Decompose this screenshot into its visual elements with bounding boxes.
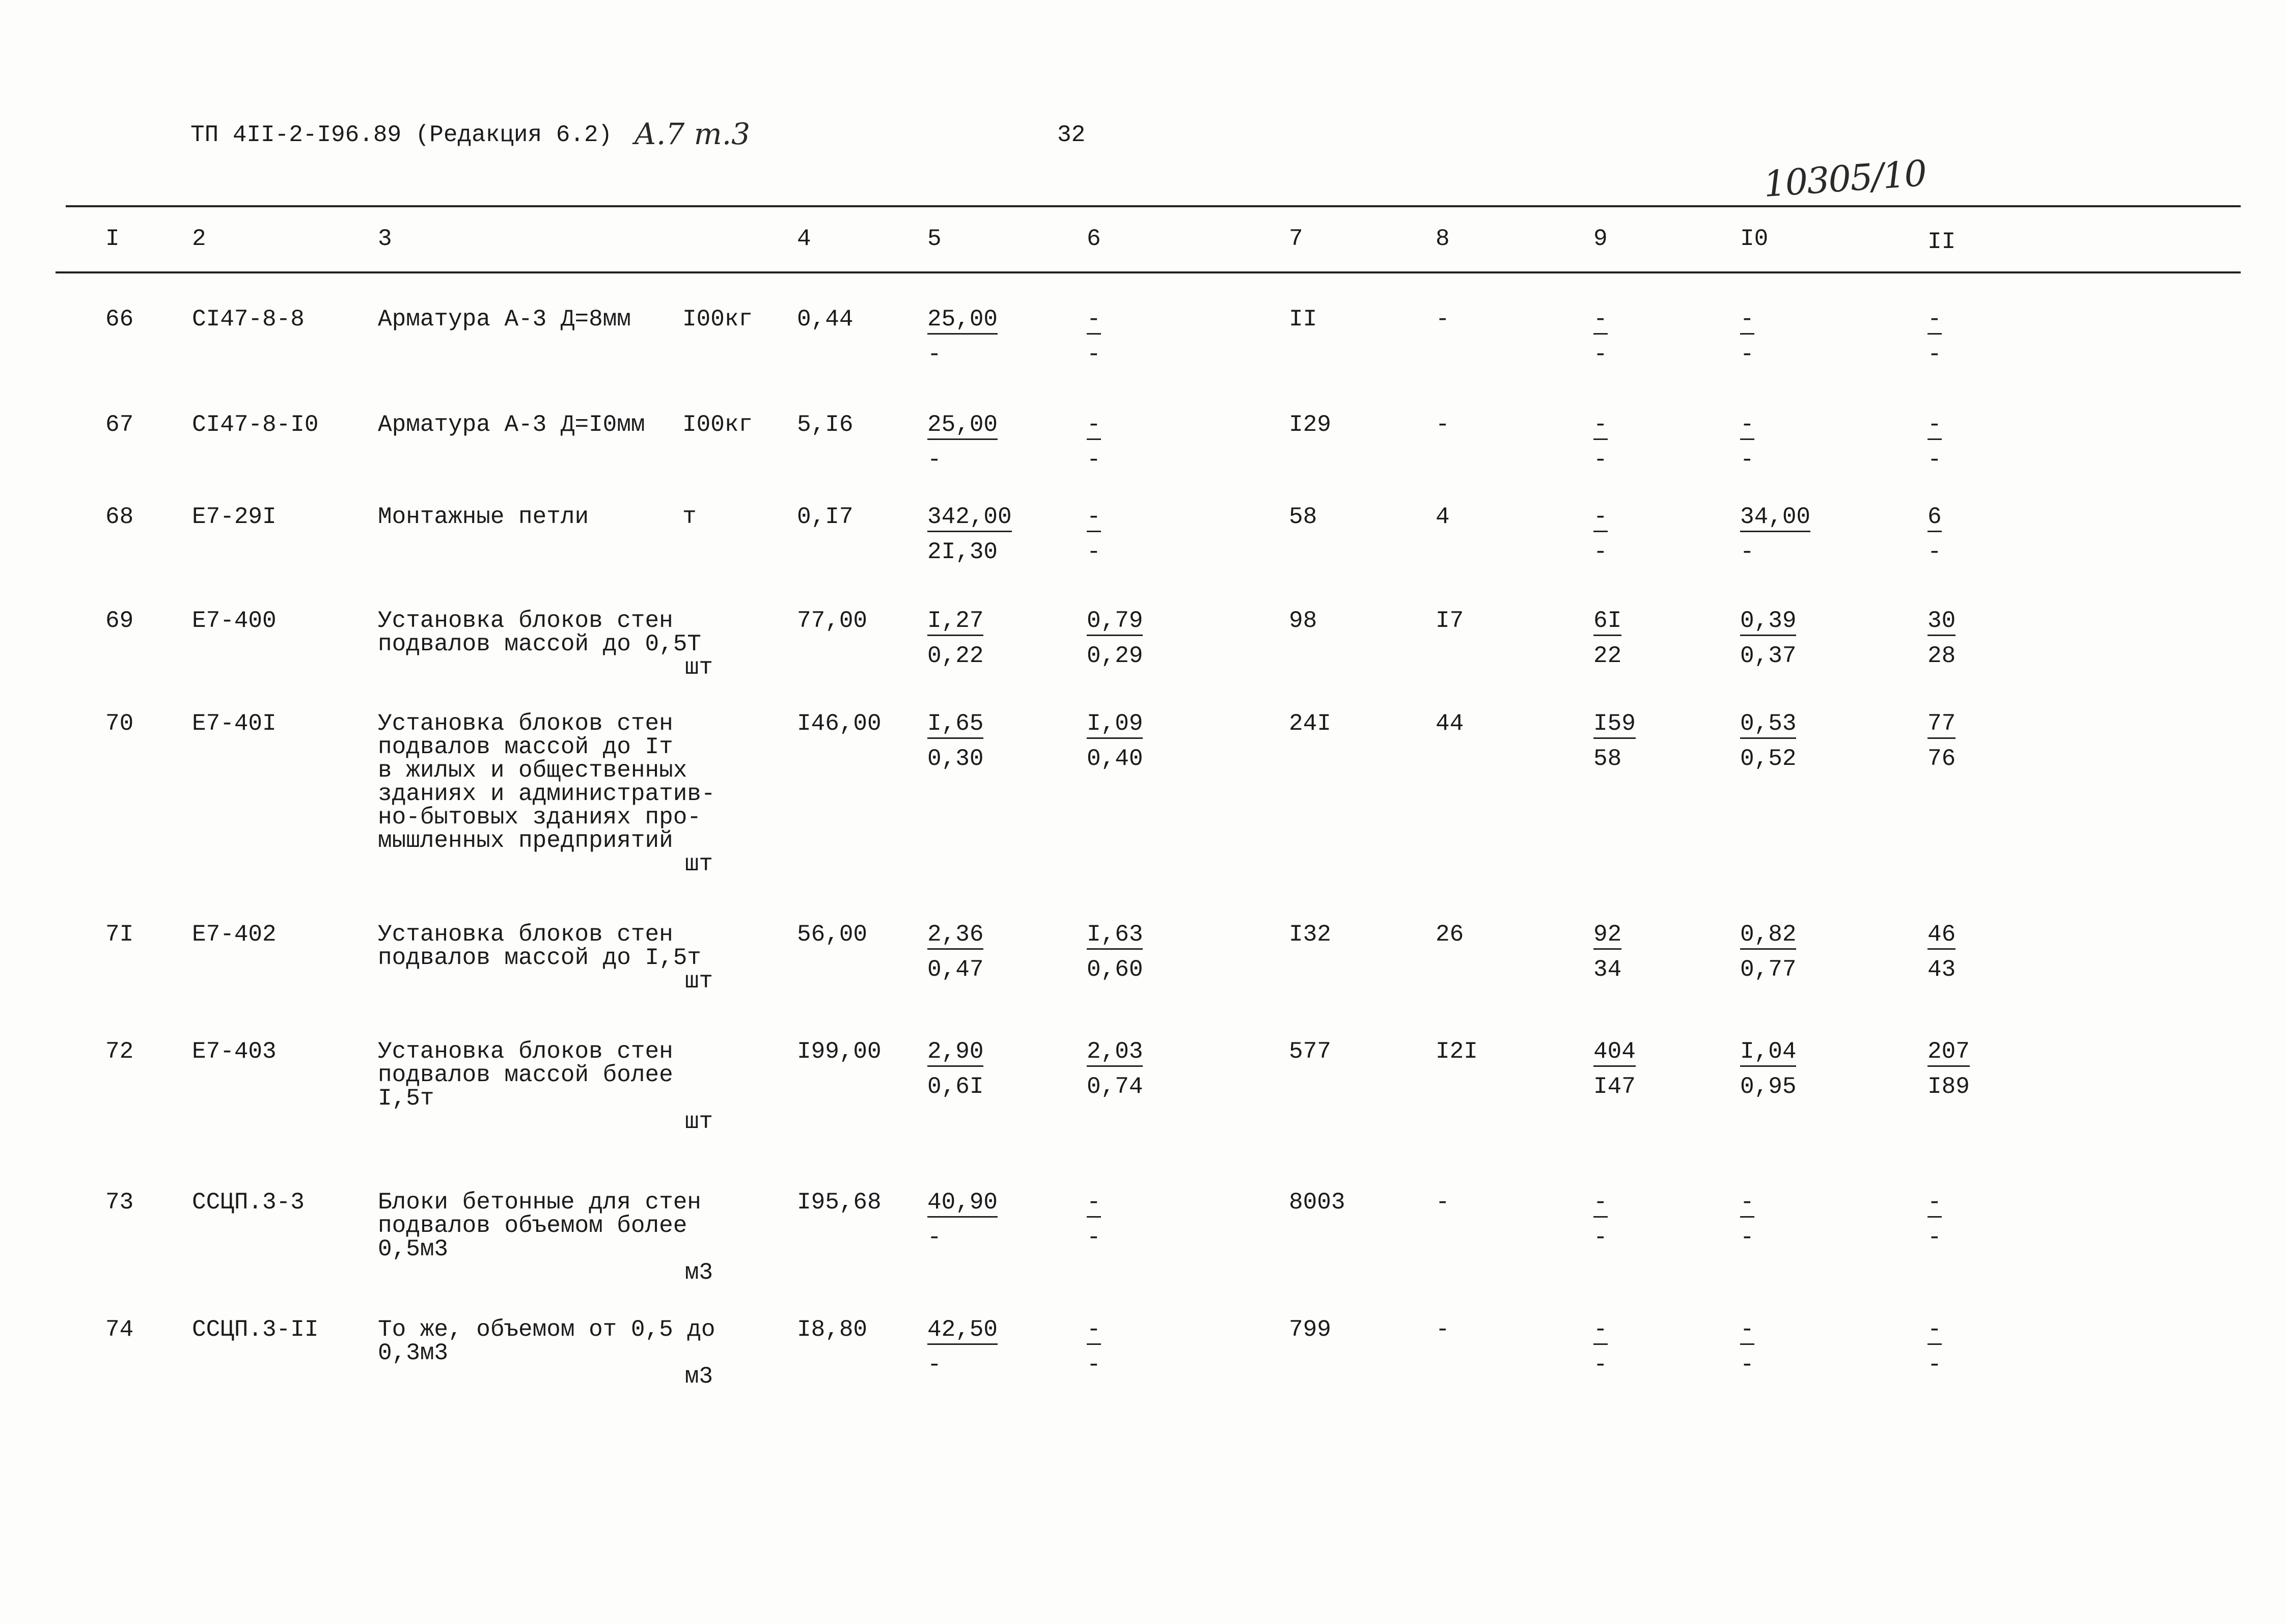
cell-col5-fraction xyxy=(927,505,1012,564)
cell-col11-fraction xyxy=(1928,712,1956,770)
fraction-top: 404 xyxy=(1593,1040,1636,1067)
item-description xyxy=(378,1318,715,1365)
description-line: Блоки бетонные для стен xyxy=(378,1189,701,1216)
rate-code: ССЦП.3-II xyxy=(192,1316,319,1343)
cell-col9-fraction xyxy=(1593,923,1621,981)
table-row xyxy=(0,413,2285,472)
description-line: в жилых и общественных xyxy=(378,757,687,784)
cell-col7: 799 xyxy=(1289,1316,1331,1343)
column-header: 2 xyxy=(192,226,206,252)
fraction-top: - xyxy=(1593,1318,1608,1345)
quantity: 0,I7 xyxy=(797,504,854,530)
cell-col5-fraction xyxy=(927,609,983,668)
description-line: Установка блоков стен xyxy=(378,608,673,634)
fraction-bottom: 0,77 xyxy=(1740,956,1797,983)
fraction-bottom: - xyxy=(1593,447,1608,473)
fraction-top: 92 xyxy=(1593,923,1621,950)
cell-col10-fraction xyxy=(1740,609,1796,668)
fraction-bottom: - xyxy=(927,1352,942,1378)
cell-col8: I2I xyxy=(1436,1038,1478,1065)
cell-col7: II xyxy=(1289,306,1317,333)
fraction-top: - xyxy=(1928,413,1942,440)
fraction-bottom: I47 xyxy=(1593,1074,1636,1100)
cell-col6-fraction xyxy=(1087,1191,1101,1249)
fraction-bottom: 0,52 xyxy=(1740,746,1797,772)
description-line: Установка блоков стен xyxy=(378,921,673,948)
fraction-bottom: 0,22 xyxy=(927,643,984,669)
fraction-top: 0,79 xyxy=(1087,609,1143,636)
row-number: 70 xyxy=(105,710,134,737)
table-row xyxy=(0,308,2285,366)
fraction-bottom: - xyxy=(1087,447,1101,473)
cell-col5-fraction xyxy=(927,1040,983,1098)
row-number: 67 xyxy=(105,411,134,438)
fraction-top: - xyxy=(1087,413,1101,440)
cell-col6-fraction xyxy=(1087,413,1101,472)
fraction-top: I,27 xyxy=(927,609,983,636)
row-number: 74 xyxy=(105,1316,134,1343)
fraction-bottom: 0,60 xyxy=(1087,956,1143,983)
fraction-top: 0,39 xyxy=(1740,609,1796,636)
rate-code: СI47-8-8 xyxy=(192,306,305,333)
cell-col9-fraction xyxy=(1593,413,1608,472)
table-row xyxy=(0,505,2285,564)
column-header: 9 xyxy=(1593,226,1608,252)
fraction-bottom: 0,6I xyxy=(927,1074,984,1100)
fraction-bottom: - xyxy=(1740,447,1754,473)
cell-col6-fraction xyxy=(1087,1040,1143,1098)
column-header: I xyxy=(105,226,120,252)
unit-of-measure: I00кг xyxy=(682,306,753,333)
rate-code: ССЦП.3-3 xyxy=(192,1189,305,1216)
row-number: 68 xyxy=(105,504,134,530)
description-line: Монтажные петли xyxy=(378,504,589,530)
description-line: 0,3м3 xyxy=(378,1340,449,1366)
fraction-bottom: 0,47 xyxy=(927,956,984,983)
unit-of-measure: м3 xyxy=(684,1363,713,1390)
quantity: I95,68 xyxy=(797,1189,882,1216)
fraction-bottom: - xyxy=(1593,1224,1608,1251)
cell-col5-fraction xyxy=(927,1318,998,1377)
cell-col11-fraction xyxy=(1928,413,1942,472)
cell-col8: - xyxy=(1436,1189,1450,1216)
fraction-bottom: - xyxy=(1593,341,1608,368)
cell-col9-fraction xyxy=(1593,308,1608,366)
cell-col7: 98 xyxy=(1289,608,1317,634)
fraction-bottom: - xyxy=(1928,1352,1942,1378)
cell-col7: 58 xyxy=(1289,504,1317,530)
cell-col9-fraction xyxy=(1593,1318,1608,1377)
description-line: но-бытовых зданиях про- xyxy=(378,804,701,831)
cell-col10-fraction xyxy=(1740,308,1754,366)
cell-col10-fraction xyxy=(1740,712,1796,770)
cell-col8: 4 xyxy=(1436,504,1450,530)
fraction-bottom: I89 xyxy=(1928,1074,1970,1100)
rate-code: Е7-400 xyxy=(192,608,277,634)
item-description xyxy=(378,413,645,436)
row-number: 66 xyxy=(105,306,134,333)
fraction-top: - xyxy=(1087,1191,1101,1218)
fraction-bottom: 76 xyxy=(1928,746,1956,772)
cell-col10-fraction xyxy=(1740,1191,1754,1249)
cell-col9-fraction xyxy=(1593,505,1608,564)
fraction-top: 0,82 xyxy=(1740,923,1796,950)
cell-col8: 44 xyxy=(1436,710,1464,737)
unit-of-measure: шт xyxy=(684,851,713,877)
description-line: подвалов массой до I,5т xyxy=(378,945,701,971)
fraction-top: 207 xyxy=(1928,1040,1970,1067)
fraction-top: - xyxy=(1740,308,1754,335)
fraction-top: 2,90 xyxy=(927,1040,983,1067)
fraction-top: 6I xyxy=(1593,609,1621,636)
fraction-top: I,63 xyxy=(1087,923,1143,950)
fraction-top: 42,50 xyxy=(927,1318,998,1345)
fraction-bottom: - xyxy=(1928,341,1942,368)
description-line: подвалов объемом более xyxy=(378,1213,687,1239)
fraction-top: - xyxy=(1593,1191,1608,1218)
fraction-top: - xyxy=(1593,505,1608,532)
description-line: Установка блоков стен xyxy=(378,710,673,737)
description-line: подвалов массой до Iт xyxy=(378,734,673,760)
rate-code: Е7-403 xyxy=(192,1038,277,1065)
fraction-bottom: - xyxy=(1087,1352,1101,1378)
fraction-bottom: 28 xyxy=(1928,643,1956,669)
fraction-bottom: - xyxy=(1928,447,1942,473)
cell-col6-fraction xyxy=(1087,712,1143,770)
fraction-top: 34,00 xyxy=(1740,505,1810,532)
table-header-rule xyxy=(56,271,2241,273)
fraction-bottom: - xyxy=(1087,539,1101,565)
column-header: 5 xyxy=(927,226,942,252)
quantity: I99,00 xyxy=(797,1038,882,1065)
unit-of-measure: шт xyxy=(684,968,713,995)
fraction-top: 0,53 xyxy=(1740,712,1796,739)
description-line: мышленных предприятий xyxy=(378,828,673,854)
fraction-bottom: 0,95 xyxy=(1740,1074,1797,1100)
cell-col5-fraction xyxy=(927,712,983,770)
fraction-bottom: - xyxy=(1740,1224,1754,1251)
table-row xyxy=(0,712,2285,876)
fraction-top: 40,90 xyxy=(927,1191,998,1218)
fraction-top: 77 xyxy=(1928,712,1956,739)
fraction-bottom: 2I,30 xyxy=(927,539,998,565)
fraction-bottom: 0,40 xyxy=(1087,746,1143,772)
fraction-top: - xyxy=(1928,308,1942,335)
fraction-bottom: 43 xyxy=(1928,956,1956,983)
quantity: I46,00 xyxy=(797,710,882,737)
fraction-bottom: - xyxy=(1740,539,1754,565)
row-number: 73 xyxy=(105,1189,134,1216)
cell-col9-fraction xyxy=(1593,1191,1608,1249)
table-row xyxy=(0,1191,2285,1284)
cell-col8: 26 xyxy=(1436,921,1464,948)
fraction-bottom: - xyxy=(1928,539,1942,565)
fraction-bottom: - xyxy=(1087,1224,1101,1251)
rate-code: Е7-29I xyxy=(192,504,277,530)
row-number: 72 xyxy=(105,1038,134,1065)
description-line: Арматура А-3 Д=8мм xyxy=(378,306,631,333)
column-header: 8 xyxy=(1436,226,1450,252)
fraction-top: - xyxy=(1740,1318,1754,1345)
cell-col11-fraction xyxy=(1928,505,1942,564)
unit-of-measure: шт xyxy=(684,654,713,681)
cell-col6-fraction xyxy=(1087,609,1143,668)
item-description xyxy=(378,308,631,331)
rate-code: СI47-8-I0 xyxy=(192,411,319,438)
description-line: зданиях и административ- xyxy=(378,781,715,807)
cell-col8: I7 xyxy=(1436,608,1464,634)
item-description xyxy=(378,1040,673,1110)
fraction-bottom: - xyxy=(1740,341,1754,368)
fraction-bottom: - xyxy=(1593,1352,1608,1378)
fraction-top: - xyxy=(1740,1191,1754,1218)
column-header: II xyxy=(1928,229,1956,255)
fraction-bottom: - xyxy=(927,447,942,473)
table-row xyxy=(0,1318,2285,1388)
document-code: ТП 4II-2-I96.89 (Редакция 6.2) xyxy=(190,122,613,148)
cell-col9-fraction xyxy=(1593,1040,1636,1098)
description-line: подвалов массой до 0,5Т xyxy=(378,631,701,657)
fraction-top: I,04 xyxy=(1740,1040,1796,1067)
fraction-top: 342,00 xyxy=(927,505,1012,532)
unit-of-measure: м3 xyxy=(684,1259,713,1286)
cell-col11-fraction xyxy=(1928,1191,1942,1249)
fraction-bottom: - xyxy=(1740,1352,1754,1378)
fraction-bottom: 58 xyxy=(1593,746,1622,772)
item-description xyxy=(378,1191,701,1261)
fraction-top: I,09 xyxy=(1087,712,1143,739)
column-header: 4 xyxy=(797,226,811,252)
table-row xyxy=(0,609,2285,679)
description-line: То же, объемом от 0,5 до xyxy=(378,1316,715,1343)
fraction-bottom: 34 xyxy=(1593,956,1622,983)
cell-col11-fraction xyxy=(1928,609,1956,668)
cell-col6-fraction xyxy=(1087,505,1101,564)
fraction-bottom: 0,74 xyxy=(1087,1074,1143,1100)
fraction-top: 2,36 xyxy=(927,923,983,950)
fraction-top: - xyxy=(1740,413,1754,440)
fraction-top: - xyxy=(1087,505,1101,532)
description-line: I,5т xyxy=(378,1085,434,1112)
fraction-bottom: 0,29 xyxy=(1087,643,1143,669)
fraction-top: I,65 xyxy=(927,712,983,739)
cell-col11-fraction xyxy=(1928,1040,1970,1098)
table-top-rule xyxy=(66,205,2241,207)
fraction-top: 2,03 xyxy=(1087,1040,1143,1067)
cell-col11-fraction xyxy=(1928,1318,1942,1377)
fraction-bottom: - xyxy=(1928,1224,1942,1251)
fraction-top: - xyxy=(1593,308,1608,335)
fraction-bottom: - xyxy=(927,1224,942,1251)
handwritten-reference: А.7 т.3 xyxy=(634,117,751,151)
unit-of-measure: I00кг xyxy=(682,411,753,438)
column-header: 6 xyxy=(1087,226,1101,252)
cell-col10-fraction xyxy=(1740,413,1754,472)
cell-col7: 577 xyxy=(1289,1038,1331,1065)
cell-col11-fraction xyxy=(1928,308,1942,366)
fraction-top: 30 xyxy=(1928,609,1956,636)
fraction-bottom: - xyxy=(1087,341,1101,368)
cell-col5-fraction xyxy=(927,413,998,472)
cell-col6-fraction xyxy=(1087,308,1101,366)
fraction-bottom: - xyxy=(1593,539,1608,565)
fraction-bottom: - xyxy=(927,341,942,368)
item-description xyxy=(378,923,701,970)
cell-col7: 8003 xyxy=(1289,1189,1345,1216)
cell-col8: - xyxy=(1436,306,1450,333)
unit-of-measure: шт xyxy=(684,1109,713,1135)
fraction-bottom: 0,37 xyxy=(1740,643,1797,669)
fraction-top: 46 xyxy=(1928,923,1956,950)
fraction-top: I59 xyxy=(1593,712,1636,739)
column-header: 3 xyxy=(378,226,392,252)
item-description xyxy=(378,505,589,529)
unit-of-measure: т xyxy=(682,504,697,530)
quantity: 0,44 xyxy=(797,306,854,333)
cell-col10-fraction xyxy=(1740,923,1796,981)
cell-col7: 24I xyxy=(1289,710,1331,737)
fraction-top: 25,00 xyxy=(927,413,998,440)
fraction-bottom: 0,30 xyxy=(927,746,984,772)
cell-col10-fraction xyxy=(1740,505,1810,564)
column-header: I0 xyxy=(1740,226,1769,252)
cell-col5-fraction xyxy=(927,308,998,366)
fraction-top: 25,00 xyxy=(927,308,998,335)
item-description xyxy=(378,609,701,656)
description-line: подвалов массой более xyxy=(378,1062,673,1088)
cell-col8: - xyxy=(1436,411,1450,438)
description-line: Арматура А-3 Д=I0мм xyxy=(378,411,645,438)
cell-col5-fraction xyxy=(927,923,983,981)
fraction-top: 6 xyxy=(1928,505,1942,532)
cell-col10-fraction xyxy=(1740,1040,1796,1098)
cell-col11-fraction xyxy=(1928,923,1956,981)
fraction-top: - xyxy=(1087,308,1101,335)
fraction-top: - xyxy=(1928,1318,1942,1345)
cell-col7: I32 xyxy=(1289,921,1331,948)
column-header: 7 xyxy=(1289,226,1303,252)
fraction-top: - xyxy=(1593,413,1608,440)
cell-col9-fraction xyxy=(1593,712,1636,770)
cell-col6-fraction xyxy=(1087,923,1143,981)
cell-col7: I29 xyxy=(1289,411,1331,438)
quantity: 56,00 xyxy=(797,921,868,948)
cell-col5-fraction xyxy=(927,1191,998,1249)
cell-col6-fraction xyxy=(1087,1318,1101,1377)
table-row xyxy=(0,923,2285,993)
rate-code: Е7-402 xyxy=(192,921,277,948)
description-line: 0,5м3 xyxy=(378,1236,449,1262)
quantity: 5,I6 xyxy=(797,411,854,438)
quantity: I8,80 xyxy=(797,1316,868,1343)
rate-code: Е7-40I xyxy=(192,710,277,737)
fraction-top: - xyxy=(1928,1191,1942,1218)
quantity: 77,00 xyxy=(797,608,868,634)
fraction-bottom: 22 xyxy=(1593,643,1622,669)
row-number: 7I xyxy=(105,921,134,948)
page-number: 32 xyxy=(1057,122,1086,148)
table-row xyxy=(0,1040,2285,1134)
item-description xyxy=(378,712,715,852)
row-number: 69 xyxy=(105,608,134,634)
description-line: Установка блоков стен xyxy=(378,1038,673,1065)
cell-col9-fraction xyxy=(1593,609,1621,668)
handwritten-number: 10305/10 xyxy=(1762,152,1928,205)
cell-col8: - xyxy=(1436,1316,1450,1343)
cell-col10-fraction xyxy=(1740,1318,1754,1377)
fraction-top: - xyxy=(1087,1318,1101,1345)
